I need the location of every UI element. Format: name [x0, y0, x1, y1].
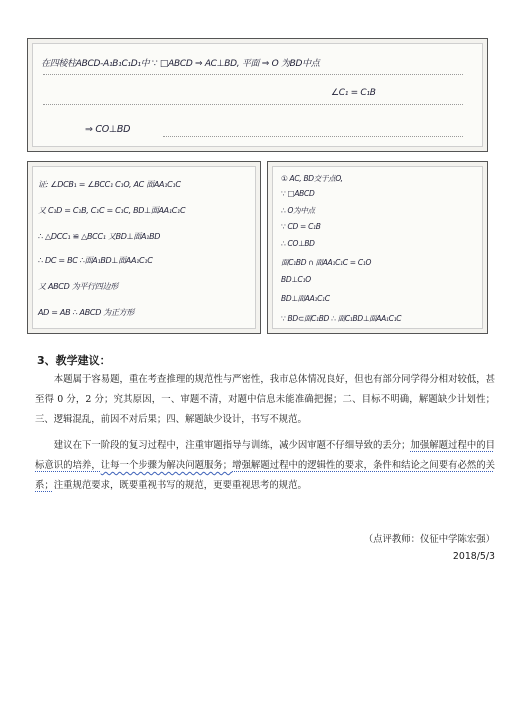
paper-sheet — [32, 43, 483, 147]
paragraph-2-text: 建议在下一阶段的复习过程中，注重审题指导与训练，减少因审题不仔细导致的丢分； — [53, 440, 411, 451]
handwritten-line: 面C₁BD ∩ 面AA₁C₁C = C₁O — [281, 258, 372, 267]
section-heading: 3、教学建议： — [37, 354, 111, 367]
document-date: 2018/5/3 — [452, 551, 495, 562]
paragraph-1-text: 本题属于容易题，重在考查推理的规范性与严密性，我市总体情况良好，但也有部分同学得分相对较低，甚至得 0 分，2 分；究其原因，一、审题不清，对题中信息未能准确把握；二、目标不明确，解题缺少计划性；三、逻辑混乱，前因不对后果；四、解题缺少设计，书写不规范。 — [35, 374, 495, 425]
paragraph-2-underlined: 加强解题过程中的目标意识的培养， — [35, 440, 495, 471]
handwritten-line: ∵ BD⊂面C₁BD ∴ 面C₁BD⊥面AA₁C₁C — [281, 314, 402, 323]
dotted-rule — [43, 104, 463, 105]
handwritten-line: ∠C₁ = C₁B — [331, 88, 376, 98]
dotted-rule — [43, 74, 463, 75]
handwriting-photo-left — [27, 161, 261, 334]
handwritten-line: ⇒ CO⊥BD — [85, 124, 131, 135]
reviewer-signature: （点评教师：仪征中学陈宏强） — [363, 534, 495, 545]
dotted-rule — [163, 136, 463, 137]
handwritten-line: 又 C₁D = C₁B, C₁C = C₁C, BD⊥面AA₁C₁C — [38, 206, 186, 215]
paragraph-2-wavy-underlined: 让每一个步骤为解决问题服务； — [100, 460, 233, 471]
paragraph-1 — [35, 370, 495, 430]
handwritten-line: AD = AB ∴ ABCD 为正方形 — [38, 308, 135, 317]
handwritten-line: ① AC, BD交于点O, — [281, 174, 343, 183]
handwritten-line: 证: ∠DCB₁ = ∠BCC₁ C₁O, AC 面AA₁C₁C — [38, 180, 181, 189]
paragraph-2 — [35, 436, 495, 496]
handwritten-line: ∴ DC = BC ∴面A₁BD⊥面AA₁C₁C — [38, 256, 153, 265]
paper-sheet — [272, 166, 483, 329]
handwritten-line: ∴ CO⊥BD — [281, 239, 315, 248]
handwritten-line: BD⊥C₁O — [281, 275, 311, 284]
handwriting-photo-right — [267, 161, 488, 334]
handwritten-line: BD⊥面AA₁C₁C — [281, 294, 330, 303]
handwritten-line: 又 ABCD 为平行四边形 — [38, 282, 118, 291]
handwritten-line: ∵ □ABCD — [281, 189, 315, 198]
handwritten-line: ∵ CD = C₁B — [281, 222, 321, 231]
paper-sheet — [32, 166, 256, 329]
handwriting-photo-top — [27, 38, 488, 152]
paragraph-2-underlined: 增强解题过程中的逻辑性的要求，条件和结论之间要有必然的关系； — [35, 460, 495, 491]
handwritten-line: ∴ O为中点 — [281, 206, 315, 215]
paragraph-2-text: 注重规范要求，既要重视书写的规范，更要重视思考的规范。 — [53, 480, 307, 491]
handwritten-line: ∴ △DCC₁ ≌ △BCC₁ 又BD⊥面A₁BD — [38, 232, 161, 241]
handwritten-line: 在四棱柱ABCD-A₁B₁C₁D₁中 ∵ □ABCD ⇒ AC⊥BD, 平面 ⇒ O 为BD中点 — [41, 59, 320, 69]
